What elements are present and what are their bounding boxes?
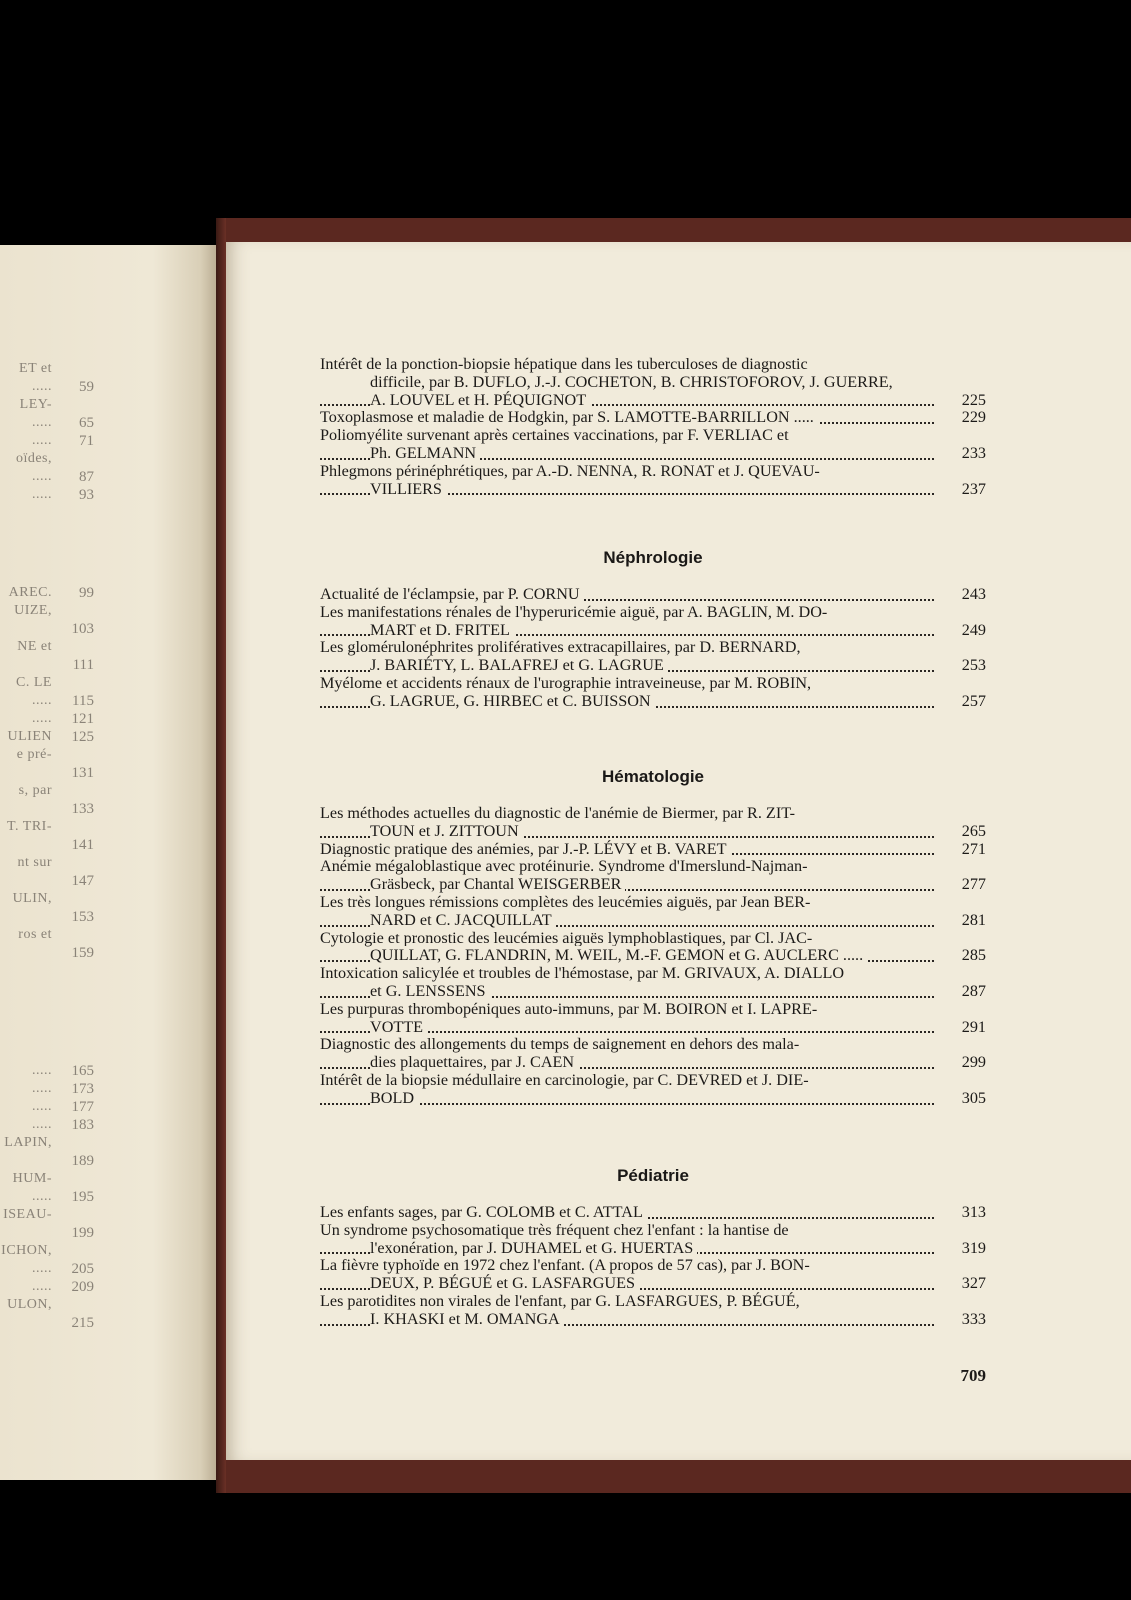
toc-entry-line bbox=[320, 427, 986, 445]
toc-entry-text: Les parotidites non virales de l'enfant, par G. LASFARGUES, P. BÉGUÉ, bbox=[320, 1292, 804, 1310]
left-page-fragment: ..... bbox=[32, 1279, 52, 1294]
toc-page-number: 257 bbox=[944, 693, 986, 711]
toc-entry-text: Intérêt de la ponction-biopsie hépatique dans les tuberculoses de diagnostic bbox=[320, 355, 812, 373]
left-page-line bbox=[0, 729, 206, 747]
toc-page-number: 233 bbox=[944, 445, 986, 463]
toc-entry-line bbox=[320, 805, 986, 823]
left-page-fragment: oïdes, bbox=[15, 451, 52, 466]
toc-entry-line bbox=[320, 356, 986, 374]
toc-entry-line bbox=[320, 1293, 986, 1311]
left-page-fragment: ..... bbox=[32, 1261, 52, 1276]
toc-page-number: 243 bbox=[944, 586, 986, 604]
left-page-line bbox=[0, 415, 206, 433]
left-page-line bbox=[0, 639, 206, 657]
left-page-fragment: ..... bbox=[32, 1063, 52, 1078]
left-page-number: 199 bbox=[71, 1225, 94, 1241]
toc-entry bbox=[320, 1257, 986, 1293]
toc-entry-line bbox=[320, 1054, 986, 1072]
toc-page-number: 285 bbox=[944, 947, 986, 965]
left-page-fragment: T. TRI- bbox=[7, 819, 52, 834]
left-page-line bbox=[0, 1279, 206, 1297]
left-page-number: 103 bbox=[71, 621, 94, 637]
toc-entry bbox=[320, 1222, 986, 1258]
left-page-fragment: ET et bbox=[19, 361, 52, 376]
left-page-fragment: C. LE bbox=[16, 675, 52, 690]
left-page-fragment: AREC. bbox=[8, 585, 52, 600]
toc-entry-line bbox=[320, 1090, 986, 1108]
left-page-line bbox=[0, 1261, 206, 1279]
left-page-line bbox=[0, 1171, 206, 1189]
toc-entry-line bbox=[320, 823, 986, 841]
left-page-line bbox=[0, 379, 206, 397]
left-page-number: 173 bbox=[71, 1081, 94, 1097]
toc-entry-line bbox=[320, 675, 986, 693]
left-page-fragment: ..... bbox=[32, 1081, 52, 1096]
toc-entry bbox=[320, 463, 986, 499]
left-page-line bbox=[0, 621, 206, 639]
left-page-line bbox=[0, 909, 206, 927]
left-page-line bbox=[0, 837, 206, 855]
left-page-line bbox=[0, 469, 206, 487]
toc-entry-line bbox=[320, 693, 986, 711]
toc-entry-line bbox=[320, 481, 986, 499]
left-page-line bbox=[0, 747, 206, 765]
left-page-line bbox=[0, 819, 206, 837]
toc-entry-text: Diagnostic pratique des anémies, par J.-P. LÉVY et B. VARET bbox=[320, 840, 731, 858]
left-page-line bbox=[0, 1081, 206, 1099]
toc-entry-line bbox=[320, 1019, 986, 1037]
toc-entry-line bbox=[320, 463, 986, 481]
toc-entry-line bbox=[320, 374, 986, 392]
left-page-number: 165 bbox=[71, 1063, 94, 1079]
toc-page-number: 327 bbox=[944, 1275, 986, 1293]
left-page-number: 209 bbox=[71, 1279, 94, 1295]
left-page-line bbox=[0, 1225, 206, 1243]
left-page-number: 93 bbox=[79, 487, 94, 503]
section-heading: Hématologie bbox=[601, 767, 705, 786]
toc-entry bbox=[320, 841, 986, 859]
toc-entry bbox=[320, 356, 986, 409]
toc-entry-line bbox=[320, 1275, 986, 1293]
toc-page-number: 287 bbox=[944, 983, 986, 1001]
left-page-line bbox=[0, 891, 206, 909]
toc-entry-line bbox=[320, 1311, 986, 1329]
toc-entry-line bbox=[320, 392, 986, 410]
toc-entry bbox=[320, 965, 986, 1001]
left-page-fragment: ..... bbox=[32, 379, 52, 394]
left-page-fragment: ICHON, bbox=[1, 1243, 52, 1258]
toc-entry bbox=[320, 427, 986, 463]
toc-entry bbox=[320, 1293, 986, 1329]
toc-entry-text: VOTTE bbox=[370, 1018, 427, 1036]
toc-entry-line bbox=[320, 912, 986, 930]
toc-entry-text: difficile, par B. DUFLO, J.-J. COCHETON, B. CHRISTOFOROV, J. GUERRE, bbox=[370, 373, 897, 391]
toc-entry-line bbox=[320, 983, 986, 1001]
left-page-number: 189 bbox=[71, 1153, 94, 1169]
toc-entry-line bbox=[320, 1222, 986, 1240]
toc-entry-text: A. LOUVEL et H. PÉQUIGNOT bbox=[370, 391, 590, 409]
toc-entry-text: BOLD bbox=[370, 1089, 418, 1107]
left-page-line bbox=[0, 433, 206, 451]
toc-page-number: 237 bbox=[944, 481, 986, 499]
toc-entry-line bbox=[320, 639, 986, 657]
toc-page-number: 281 bbox=[944, 912, 986, 930]
left-page-line bbox=[0, 1243, 206, 1261]
toc-entry-text: Les méthodes actuelles du diagnostic de l'anémie de Biermer, par R. ZIT- bbox=[320, 804, 799, 822]
toc-entry-line bbox=[320, 622, 986, 640]
toc-page-number: 319 bbox=[944, 1240, 986, 1258]
toc-entry-text: VILLIERS bbox=[370, 480, 446, 498]
toc-page-number: 313 bbox=[944, 1204, 986, 1222]
toc-page-number: 299 bbox=[944, 1054, 986, 1072]
section-heading: Néphrologie bbox=[603, 548, 703, 567]
left-page-line bbox=[0, 801, 206, 819]
left-page-fragment: nt sur bbox=[17, 855, 52, 870]
left-page-line bbox=[0, 657, 206, 675]
toc-page-number: 333 bbox=[944, 1311, 986, 1329]
toc-page-number: 265 bbox=[944, 823, 986, 841]
toc-entry-text: J. BARIÉTY, L. BALAFREJ et G. LAGRUE bbox=[370, 656, 668, 674]
left-page-fragment: ros et bbox=[18, 927, 52, 942]
toc-entry-line bbox=[320, 1240, 986, 1258]
left-page-line bbox=[0, 855, 206, 873]
left-page-number: 141 bbox=[71, 837, 94, 853]
toc-page-number: 225 bbox=[944, 392, 986, 410]
toc-entry-line bbox=[320, 876, 986, 894]
left-page-fragment: ..... bbox=[32, 693, 52, 708]
toc-entry-line bbox=[320, 947, 986, 965]
left-page-line bbox=[0, 1099, 206, 1117]
toc-entry-text: Les glomérulonéphrites prolifératives extracapillaires, par D. BERNARD, bbox=[320, 638, 805, 656]
toc-page-number: 249 bbox=[944, 622, 986, 640]
left-page-line bbox=[0, 585, 206, 603]
left-page-fragment: UIZE, bbox=[14, 603, 52, 618]
left-page-line bbox=[0, 1207, 206, 1225]
left-page-fragment: ..... bbox=[32, 1099, 52, 1114]
left-page-number: 87 bbox=[79, 469, 94, 485]
toc-page-number: 291 bbox=[944, 1019, 986, 1037]
toc-entry-text: TOUN et J. ZITTOUN bbox=[370, 822, 523, 840]
toc-entry-line bbox=[320, 409, 986, 427]
toc-entry bbox=[320, 805, 986, 841]
toc-entry bbox=[320, 930, 986, 966]
toc-entry-text: Intérêt de la biopsie médullaire en carcinologie, par C. DEVRED et J. DIE- bbox=[320, 1071, 813, 1089]
toc-entry-line bbox=[320, 604, 986, 622]
left-page-number: 133 bbox=[71, 801, 94, 817]
left-page-line bbox=[0, 927, 206, 945]
left-page-fragment: ..... bbox=[32, 487, 52, 502]
left-page-fragment: ..... bbox=[32, 433, 52, 448]
left-page-line bbox=[0, 693, 206, 711]
left-page-line bbox=[0, 945, 206, 963]
left-page bbox=[0, 245, 218, 1480]
toc-entry-text: dies plaquettaires, par J. CAEN bbox=[370, 1053, 578, 1071]
toc-entry-text: La fièvre typhoïde en 1972 chez l'enfant. (A propos de 57 cas), par J. BON- bbox=[320, 1256, 814, 1274]
toc-entry bbox=[320, 858, 986, 894]
left-page-line bbox=[0, 711, 206, 729]
toc-page-number: 271 bbox=[944, 841, 986, 859]
left-page-number: 111 bbox=[72, 657, 94, 673]
toc-entry-text: Les très longues rémissions complètes des leucémies aiguës, par Jean BER- bbox=[320, 893, 814, 911]
toc-entry-text: G. LAGRUE, G. HIRBEC et C. BUISSON bbox=[370, 692, 655, 710]
left-page-fragment: ..... bbox=[32, 415, 52, 430]
left-page-fragment: ULIEN bbox=[7, 729, 52, 744]
toc-entry-text: Un syndrome psychosomatique très fréquent chez l'enfant : la hantise de bbox=[320, 1221, 793, 1239]
toc-entry-line bbox=[320, 1204, 986, 1222]
left-page-number: 121 bbox=[71, 711, 94, 727]
toc-entry-text: Actualité de l'éclampsie, par P. CORNU bbox=[320, 585, 584, 603]
toc-entry bbox=[320, 1036, 986, 1072]
left-page-line bbox=[0, 603, 206, 621]
left-page-line bbox=[0, 675, 206, 693]
toc-page-number: 229 bbox=[944, 409, 986, 427]
toc-entry-text: Anémie mégaloblastique avec protéinurie. Syndrome d'Imerslund-Najman- bbox=[320, 857, 812, 875]
toc-entry bbox=[320, 639, 986, 675]
toc-entry-text: DEUX, P. BÉGUÉ et G. LASFARGUES bbox=[370, 1274, 639, 1292]
toc-entry-line bbox=[320, 1072, 986, 1090]
toc-entry bbox=[320, 894, 986, 930]
toc-entry-text: Gräsbeck, par Chantal WEISGERBER bbox=[370, 875, 625, 893]
left-page-line bbox=[0, 1297, 206, 1315]
left-page-line bbox=[0, 1117, 206, 1135]
toc-entry-text: l'exonération, par J. DUHAMEL et G. HUERTAS bbox=[370, 1239, 697, 1257]
left-page-line bbox=[0, 1063, 206, 1081]
left-page-fragment: LEY- bbox=[19, 397, 52, 412]
toc-entry bbox=[320, 1204, 986, 1222]
left-page-fragment: ..... bbox=[32, 711, 52, 726]
left-page-number: 159 bbox=[71, 945, 94, 961]
toc-entry-text: Diagnostic des allongements du temps de saignement en dehors des mala- bbox=[320, 1035, 803, 1053]
left-page-fragment: ..... bbox=[32, 1117, 52, 1132]
toc-entry-line bbox=[320, 894, 986, 912]
left-page-number: 153 bbox=[71, 909, 94, 925]
toc-entry-text: Toxoplasmose et maladie de Hodgkin, par S. LAMOTTE-BARRILLON ..... bbox=[320, 408, 818, 426]
left-page-line bbox=[0, 361, 206, 379]
toc-entry-line bbox=[320, 1036, 986, 1054]
left-page-number: 125 bbox=[71, 729, 94, 745]
left-page-number: 71 bbox=[79, 433, 94, 449]
left-page-fragment: ULON, bbox=[7, 1297, 52, 1312]
left-page-number: 195 bbox=[71, 1189, 94, 1205]
toc-entry-text: NARD et C. JACQUILLAT bbox=[370, 911, 556, 929]
page-number: 709 bbox=[960, 1366, 986, 1385]
left-page-fragment: s, par bbox=[18, 783, 52, 798]
toc-page-number: 253 bbox=[944, 657, 986, 675]
left-page-line bbox=[0, 487, 206, 505]
toc-entry-text: Phlegmons périnéphrétiques, par A.-D. NENNA, R. RONAT et J. QUEVAU- bbox=[320, 462, 824, 480]
left-page-line bbox=[0, 873, 206, 891]
toc-entry bbox=[320, 1001, 986, 1037]
toc-entry-line bbox=[320, 858, 986, 876]
left-page-fragment: NE et bbox=[17, 639, 52, 654]
toc-entry-line bbox=[320, 1001, 986, 1019]
left-page-number: 131 bbox=[71, 765, 94, 781]
toc-entry-text: MART et D. FRITEL bbox=[370, 621, 514, 639]
toc-entry-text: I. KHASKI et M. OMANGA bbox=[370, 1310, 564, 1328]
left-page-line bbox=[0, 765, 206, 783]
toc-entry-text: QUILLAT, G. FLANDRIN, M. WEIL, M.-F. GEMON et G. AUCLERC ..... bbox=[370, 946, 867, 964]
left-page-fragment: LAPIN, bbox=[4, 1135, 52, 1150]
toc-entry-line bbox=[320, 586, 986, 604]
left-page-fragment: HUM- bbox=[12, 1171, 52, 1186]
toc-entry-text: Les purpuras thrombopéniques auto-immuns, par M. BOIRON et I. LAPRE- bbox=[320, 1000, 821, 1018]
left-page-line bbox=[0, 1135, 206, 1153]
section-heading: Pédiatrie bbox=[617, 1166, 689, 1185]
left-page-fragment: ISEAU- bbox=[3, 1207, 52, 1222]
toc-entry-text: et G. LENSSENS bbox=[370, 982, 490, 1000]
toc-entry bbox=[320, 409, 986, 427]
toc-entry bbox=[320, 675, 986, 711]
toc-entry-line bbox=[320, 841, 986, 859]
toc-entry-text: Myélome et accidents rénaux de l'urographie intraveineuse, par M. ROBIN, bbox=[320, 674, 815, 692]
toc-entry bbox=[320, 1072, 986, 1108]
left-page-number: 99 bbox=[79, 585, 94, 601]
toc-entry-line bbox=[320, 657, 986, 675]
toc-entry-text: Les enfants sages, par G. COLOMB et C. ATTAL bbox=[320, 1203, 647, 1221]
toc-entry-text: Poliomyélite survenant après certaines vaccinations, par F. VERLIAC et bbox=[320, 426, 793, 444]
left-page-number: 183 bbox=[71, 1117, 94, 1133]
toc-entry-text: Les manifestations rénales de l'hyperuricémie aiguë, par A. BAGLIN, M. DO- bbox=[320, 603, 831, 621]
toc-entry-line bbox=[320, 1257, 986, 1275]
spine-shadow bbox=[216, 218, 226, 1493]
left-page-number: 177 bbox=[71, 1099, 94, 1115]
left-page-line bbox=[0, 783, 206, 801]
toc-entry bbox=[320, 586, 986, 604]
toc-entry-line bbox=[320, 445, 986, 463]
toc-page-number: 305 bbox=[944, 1090, 986, 1108]
toc-entry-text: Intoxication salicylée et troubles de l'hémostase, par M. GRIVAUX, A. DIALLO bbox=[320, 964, 848, 982]
left-page-line bbox=[0, 1315, 206, 1333]
left-page-fragment: ..... bbox=[32, 1189, 52, 1204]
left-page-fragment: ..... bbox=[32, 469, 52, 484]
left-page-number: 59 bbox=[79, 379, 94, 395]
left-page-fragment: ULIN, bbox=[12, 891, 52, 906]
left-page-line bbox=[0, 397, 206, 415]
toc-entry-line bbox=[320, 965, 986, 983]
left-page-line bbox=[0, 1153, 206, 1171]
left-page-fragment: e pré- bbox=[16, 747, 52, 762]
toc-entry bbox=[320, 604, 986, 640]
left-page-number: 205 bbox=[71, 1261, 94, 1277]
toc-page-number: 277 bbox=[944, 876, 986, 894]
toc-entry-text: Ph. GELMANN bbox=[370, 444, 480, 462]
left-page-line bbox=[0, 1189, 206, 1207]
left-page-number: 147 bbox=[71, 873, 94, 889]
left-page-number: 115 bbox=[72, 693, 94, 709]
left-page-line bbox=[0, 451, 206, 469]
left-page-number: 215 bbox=[71, 1315, 94, 1331]
toc-entry-line bbox=[320, 930, 986, 948]
left-page-number: 65 bbox=[79, 415, 94, 431]
toc-entry-text: Cytologie et pronostic des leucémies aiguës lymphoblastiques, par Cl. JAC- bbox=[320, 929, 816, 947]
